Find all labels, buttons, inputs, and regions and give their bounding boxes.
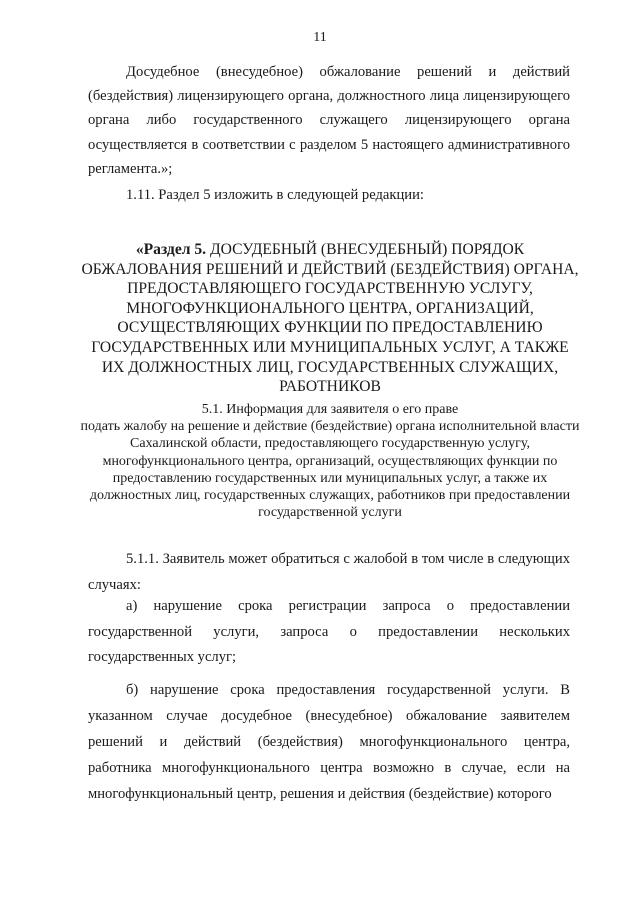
list-item-b: б) нарушение срока предоставления государственной услуги. В указанном случае досудебное (внесудебное) обжалование заявителем решений и действий (бездействия) многофункционального центра, работника многофункционального центра возможно в случае, если на многофункциональный центр, решения и действия (бездействие) которого <box>88 682 570 802</box>
subsection-heading-rest: подать жалобу на решение и действие (бездействие) органа исполнительной власти Сахалинской области, предоставляющего государственную услугу, многофункционального центра, организаций, осуществляющих функции по предоставлению государственных или муниципальных услуг, а также их должностных лиц, государственных служащих, работников при предоставлении государственной услуги <box>80 419 580 521</box>
section-heading-prefix: «Раздел 5. <box>135 241 207 258</box>
subsection-heading <box>80 401 580 521</box>
amendment-line: 1.11. Раздел 5 изложить в следующей редакции: <box>126 187 424 203</box>
section-heading <box>80 240 580 397</box>
subsection-heading-line1: 5.1. Информация для заявителя о его праве <box>201 402 459 417</box>
section-heading-text: ДОСУДЕБНЫЙ (ВНЕСУДЕБНЫЙ) ПОРЯДОК ОБЖАЛОВАНИЯ РЕШЕНИЙ И ДЕЙСТВИЙ (БЕЗДЕЙСТВИЯ) ОРГАНА, ПРЕДОСТАВЛЯЮЩЕГО ГОСУДАРСТВЕННУЮ УСЛУГУ, МНОГОФУНКЦИОНАЛЬНОГО ЦЕНТРА, ОРГАНИЗАЦИЙ, ОСУЩЕСТВЛЯЮЩИХ ФУНКЦИИ ПО ПРЕДОСТАВЛЕНИЮ ГОСУДАРСТВЕННЫХ ИЛИ МУНИЦИПАЛЬНЫХ УСЛУГ, А ТАКЖЕ ИХ ДОЛЖНОСТНЫХ ЛИЦ, ГОСУДАРСТВЕННЫХ СЛУЖАЩИХ, РАБОТНИКОВ <box>81 241 579 396</box>
list-item-a: а) нарушение срока регистрации запроса о предоставлении государственной услуги, запроса о предоставлении нескольких государственных услуг; <box>88 598 570 665</box>
page-number: 11 <box>313 30 327 45</box>
intro-paragraph: Досудебное (внесудебное) обжалование решений и действий (бездействия) лицензирующего органа, должностного лица лицензирующего органа либо государственного служащего лицензирующего органа осуществляется в соответствии с разделом 5 настоящего административного регламента.»; <box>88 64 570 177</box>
paragraph-5-1-1: 5.1.1. Заявитель может обратиться с жалобой в том числе в следующих случаях: <box>88 551 570 593</box>
